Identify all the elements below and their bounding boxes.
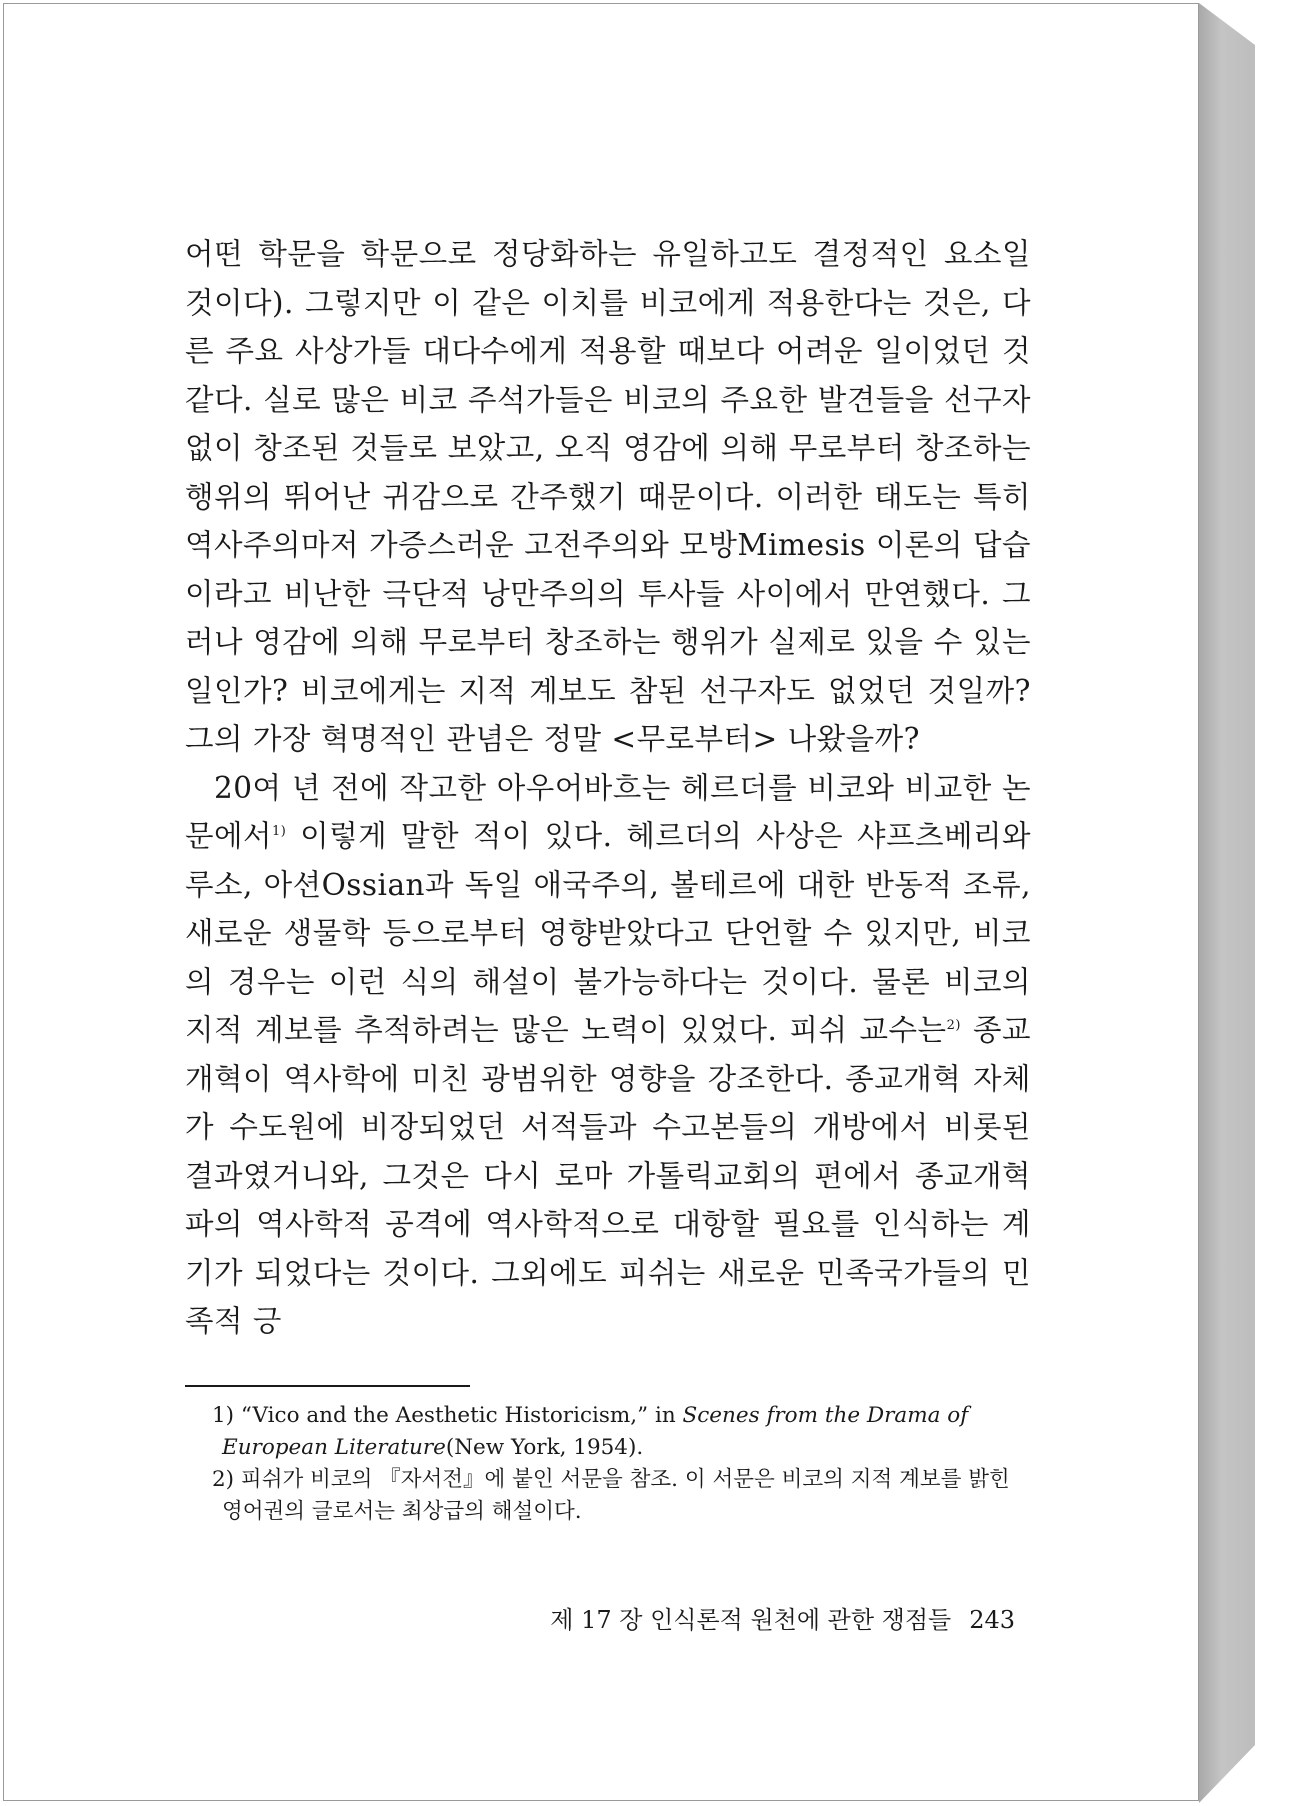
footnote-ref-1: 1): [272, 824, 287, 840]
paragraph-2-part-c: 종교개혁이 역사학에 미친 광범위한 영향을 강조한다. 종교개혁 자체가 수도원에 비장되었던 서적들과 수고본들의 개방에서 비롯된 결과였거니와, 그것은 다시 로마 가톨릭교회의 편에서 종교개혁파의 역사학적 공격에 역사학적으로 대항할 필요를 인식하는 계기가 되었다는 것이다. 그외에도 피쉬는 새로운 민족국가들의 민족적 긍: [185, 1013, 1032, 1338]
footnote-1-number: 1): [212, 1403, 235, 1428]
footnote-1: [212, 1400, 1037, 1464]
paragraph-1: 어떤 학문을 학문으로 정당화하는 유일하고도 결정적인 요소일 것이다). 그렇지만 이 같은 이치를 비코에게 적용한다는 것은, 다른 주요 사상가들 대다수에게 적용할 때보다 어려운 일이었던 것 같다. 실로 많은 비코 주석가들은 비코의 주요한 발견들을 선구자 없이 창조된 것들로 보았고, 오직 영감에 의해 무로부터 창조하는 행위의 뛰어난 귀감으로 간주했기 때문이다. 이러한 태도는 특히 역사주의마저 가증스러운 고전주의와 모방Mimesis 이론의 답습이라고 비난한 극단적 낭만주의의 투사들 사이에서 만연했다. 그러나 영감에 의해 무로부터 창조하는 행위가 실제로 있을 수 있는 일인가? 비코에게는 지적 계보도 참된 선구자도 없었던 것일까? 그의 가장 혁명적인 관념은 정말 <무로부터> 나왔을까?: [185, 237, 1031, 756]
footnote-divider: [185, 1385, 470, 1387]
footnote-2-number: 2): [212, 1467, 235, 1492]
paragraph-2-part-a: 20여 년 전에 작고한 아우어바흐는 헤르더를 비코와 비교한 논문에서: [185, 770, 1031, 853]
book-spine-edge: [1199, 3, 1255, 1803]
footnote-2-text: 피쉬가 비코의 『자서전』에 붙인 서문을 참조. 이 서문은 비코의 지적 계보를 밝힌 영어권의 글로서는 최상급의 해설이다.: [222, 1467, 1010, 1524]
footnote-2: [212, 1464, 1037, 1528]
footnote-1-book-title: Scenes from the Drama of European Literature: [222, 1403, 969, 1460]
footnote-1-text-a: “Vico and the Aesthetic Historicism,” in: [240, 1403, 683, 1428]
footnotes: [212, 1400, 1037, 1528]
page-number: 243: [969, 1606, 1015, 1634]
body-text: [185, 230, 1031, 1346]
chapter-title: 제 17 장 인식론적 원천에 관한 쟁점들: [550, 1606, 952, 1634]
footnote-ref-2: 2): [946, 1018, 961, 1034]
paragraph-2: [185, 764, 1031, 1346]
footnote-1-text-b: (New York, 1954).: [445, 1435, 644, 1460]
running-footer: [550, 1600, 1015, 1635]
paragraph-2-part-b: 이렇게 말한 적이 있다. 헤르더의 사상은 샤프츠베리와 루소, 아션Ossian과 독일 애국주의, 볼테르에 대한 반동적 조류, 새로운 생물학 등으로부터 영향받았다고 단언할 수 있지만, 비코의 경우는 이런 식의 해설이 불가능하다는 것이다. 물론 비코의 지적 계보를 추적하려는 많은 노력이 있었다. 피쉬 교수는: [185, 819, 1031, 1047]
